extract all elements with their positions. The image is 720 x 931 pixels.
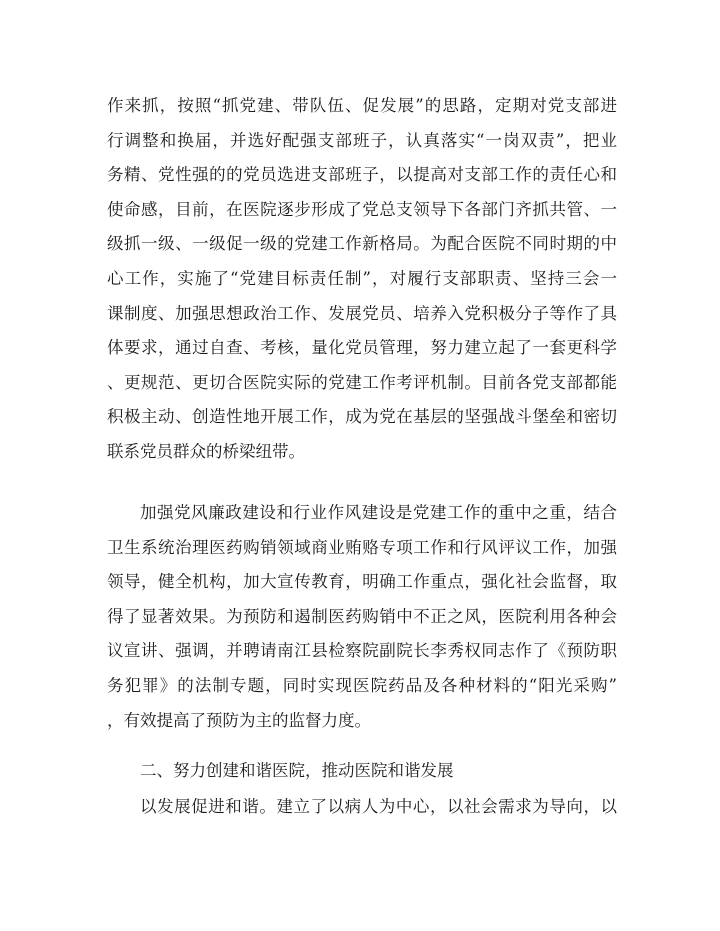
paragraph-1-line-11: 联系党员群众的桥梁纽带。 <box>107 441 305 461</box>
paragraph-3-line-1: 以发展促进和谐。建立了以病人为中心，以社会需求为导向，以 <box>140 797 617 816</box>
section-heading-text: 二、努力创建和谐医院，推动医院和谐发展 <box>140 761 454 780</box>
paragraph-1-line-1: 作来抓，按照“抓党建、带队伍、促发展”的思路，定期对党支部进 <box>107 96 617 115</box>
paragraph-1-line-8: 体要求，通过自查、考核，量化党员管理，努力建立起了一套更科学 <box>107 338 617 358</box>
paragraph-1-line-6: 心工作，实施了“党建目标责任制”，对履行支部职责、坚持三会一 <box>107 268 617 288</box>
paragraph-2-line-4: 得了显著效果。为预防和遏制医药购销中不正之风，医院利用各种会 <box>107 606 617 626</box>
paragraph-2 <box>107 496 617 738</box>
paragraph-2-line-2: 卫生系统治理医药购销领域商业贿赂专项工作和行风评议工作，加强 <box>107 537 617 557</box>
paragraph-2-line-7: ，有效提高了预防为主的监督力度。 <box>107 710 371 730</box>
paragraph-2-line-1: 加强党风廉政建设和行业作风建设是党建工作的重中之重，结合 <box>140 503 617 522</box>
paragraph-2-line-3: 领导，健全机构，加大宣传教育，明确工作重点，强化社会监督，取 <box>107 572 617 592</box>
paragraph-1-line-2: 行调整和换届，并选好配强支部班子，认真落实“一岗双责”，把业 <box>107 130 617 150</box>
paragraph-1-line-3: 务精、党性强的的党员选进支部班子，以提高对支部工作的责任心和 <box>107 165 617 185</box>
paragraph-1-line-10: 积极主动、创造性地开展工作，成为党在基层的坚强战斗堡垒和密切 <box>107 407 617 427</box>
paragraph-2-line-5: 议宣讲、强调，并聘请南江县检察院副院长李秀权同志作了《预防职 <box>107 641 617 661</box>
paragraph-2-line-6: 务犯罪》的法制专题，同时实现医院药品及各种材料的“阳光采购” <box>107 675 617 695</box>
paragraph-1-line-7: 课制度、加强思想政治工作、发展党员、培养入党积极分子等作了具 <box>107 303 617 323</box>
paragraph-1-line-5: 级抓一级、一级促一级的党建工作新格局。为配合医院不同时期的中 <box>107 234 617 254</box>
paragraph-1 <box>107 89 617 470</box>
paragraph-1-line-4: 使命感，目前，在医院逐步形成了党总支领导下各部门齐抓共管、一 <box>107 199 617 219</box>
paragraph-1-line-9: 、更规范、更切合医院实际的党建工作考评机制。目前各党支部都能 <box>107 372 617 392</box>
paragraph-3 <box>107 790 617 825</box>
section-heading <box>107 754 617 789</box>
